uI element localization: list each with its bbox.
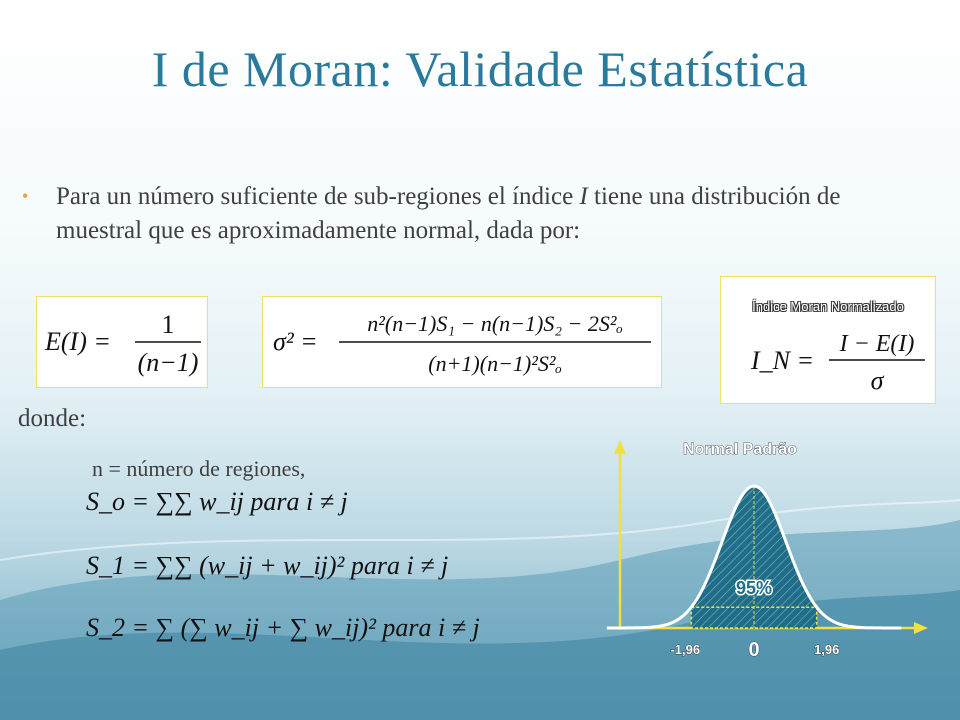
n-definition: n = número de regiones, bbox=[92, 456, 306, 481]
chart-title: Normal Padrão bbox=[683, 441, 797, 458]
variance-lhs: σ² = bbox=[273, 327, 318, 356]
variance-numerator: n²(n−1)S₁ − n(n−1)S₂ − 2S²ₒ bbox=[367, 311, 623, 336]
bullet-marker: • bbox=[22, 186, 29, 206]
coverage-label: 95% bbox=[735, 578, 773, 598]
normalized-index-label: Índice Moran Normalizado bbox=[752, 299, 904, 314]
normalized-index-box bbox=[720, 276, 936, 404]
bullet-text-before: Para un número suficiente de sub-regiones el índice bbox=[56, 183, 580, 210]
s2-formula: S_2 = ∑ (∑ w_ij + ∑ w_ij)² para i ≠ j bbox=[86, 613, 480, 642]
normalized-lhs: I_N = bbox=[751, 346, 815, 375]
s0-formula: S_o = ∑∑ w_ij para i ≠ j bbox=[86, 487, 348, 516]
s-formulas bbox=[80, 478, 520, 658]
lower-bound-label: -1,96 bbox=[670, 642, 701, 657]
expectation-numerator: 1 bbox=[161, 310, 175, 339]
bullet-text-after: tiene una distribución de muestral que es aproximadamente normal, dada por: bbox=[56, 183, 841, 244]
bullet-item bbox=[22, 180, 922, 248]
normalized-numerator: I − E(I) bbox=[839, 331, 915, 357]
upper-bound-label: 1,96 bbox=[814, 642, 840, 657]
expectation-lhs: E(I) = bbox=[45, 327, 111, 356]
s1-formula: S_1 = ∑∑ (w_ij + w_ij)² para i ≠ j bbox=[86, 551, 449, 580]
normalized-denominator: σ bbox=[870, 366, 884, 395]
donde-label: donde: bbox=[18, 405, 87, 432]
expectation-formula-box bbox=[36, 296, 208, 388]
expectation-denominator: (n−1) bbox=[137, 348, 199, 377]
variance-formula-box bbox=[262, 296, 662, 388]
page-title: I de Moran: Validade Estatística bbox=[151, 41, 809, 97]
normal-distribution-chart bbox=[600, 430, 940, 670]
bullet-text-italic: I bbox=[579, 183, 588, 210]
x-axis-arrow bbox=[914, 622, 928, 634]
bullet-text bbox=[56, 180, 922, 248]
mean-label: 0 bbox=[748, 639, 760, 661]
variance-denominator: (n+1)(n−1)²S²ₒ bbox=[428, 351, 562, 376]
y-axis-arrow bbox=[614, 440, 626, 454]
